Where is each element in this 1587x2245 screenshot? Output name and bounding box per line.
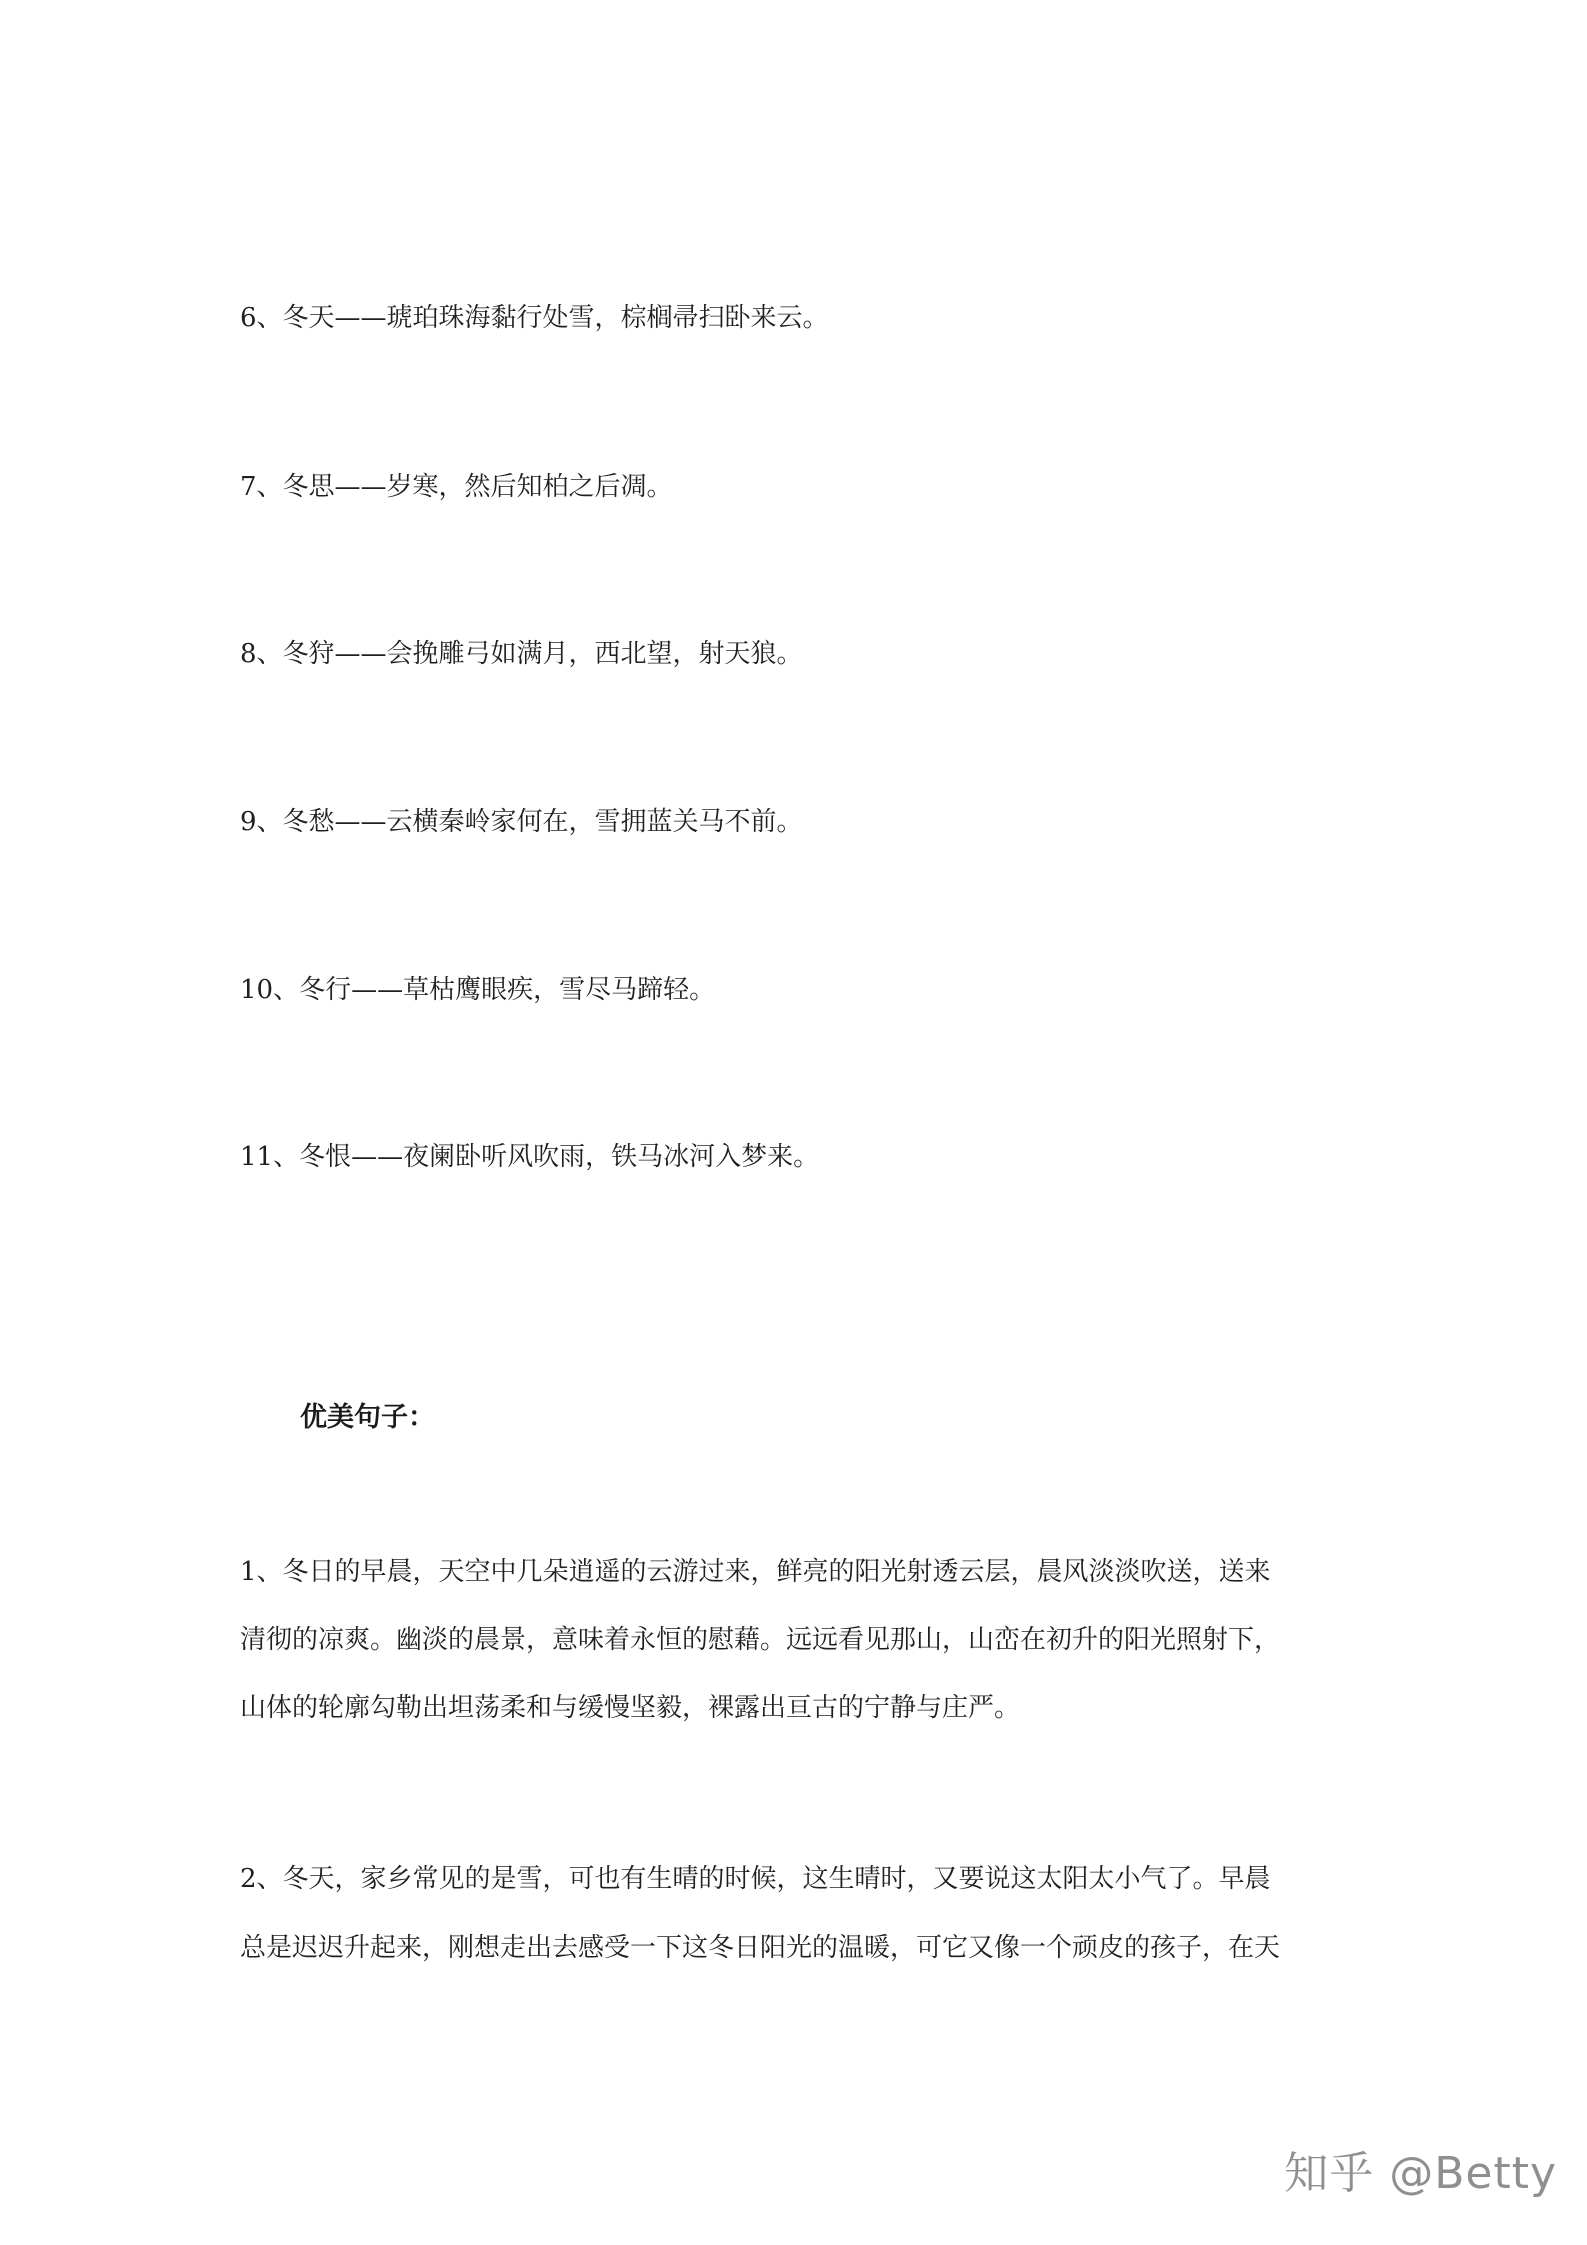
paragraph-line: 2、冬天，家乡常见的是雪，可也有生晴的时候，这生晴时，又要说这太阳太小气了。早晨	[240, 1864, 1271, 1894]
list-item-6: 6、冬天——琥珀珠海黏行处雪，棕榈帚扫卧来云。	[240, 303, 829, 333]
paragraph-line: 1、冬日的早晨，天空中几朵逍遥的云游过来，鲜亮的阳光射透云层，晨风淡淡吹送，送来	[240, 1557, 1271, 1587]
list-item-11: 11、冬恨——夜阑卧听风吹雨，铁马冰河入梦来。	[240, 1142, 820, 1172]
list-item-9: 9、冬愁——云横秦岭家何在，雪拥蓝关马不前。	[240, 807, 803, 837]
paragraph-2	[240, 1864, 1360, 1963]
paragraph-line: 总是迟迟升起来，刚想走出去感受一下这冬日阳光的温暖，可它又像一个顽皮的孩子，在天	[240, 1933, 1281, 1963]
list-item-10: 10、冬行——草枯鹰眼疾，雪尽马蹄轻。	[240, 975, 716, 1005]
paragraph-1	[240, 1557, 1360, 1723]
paragraph-line: 山体的轮廓勾勒出坦荡柔和与缓慢坚毅，裸露出亘古的宁静与庄严。	[240, 1693, 1021, 1723]
paragraph-line: 清彻的凉爽。幽淡的晨景，意味着永恒的慰藉。远远看见那山，山峦在初升的阳光照射下，	[240, 1625, 1281, 1655]
list-item-8: 8、冬狩——会挽雕弓如满月，西北望，射天狼。	[240, 639, 803, 669]
section-heading: 优美句子：	[300, 1402, 435, 1433]
list-item-7: 7、冬思——岁寒，然后知柏之后凋。	[240, 472, 673, 502]
watermark: 知乎 @Betty	[1284, 2148, 1557, 2199]
